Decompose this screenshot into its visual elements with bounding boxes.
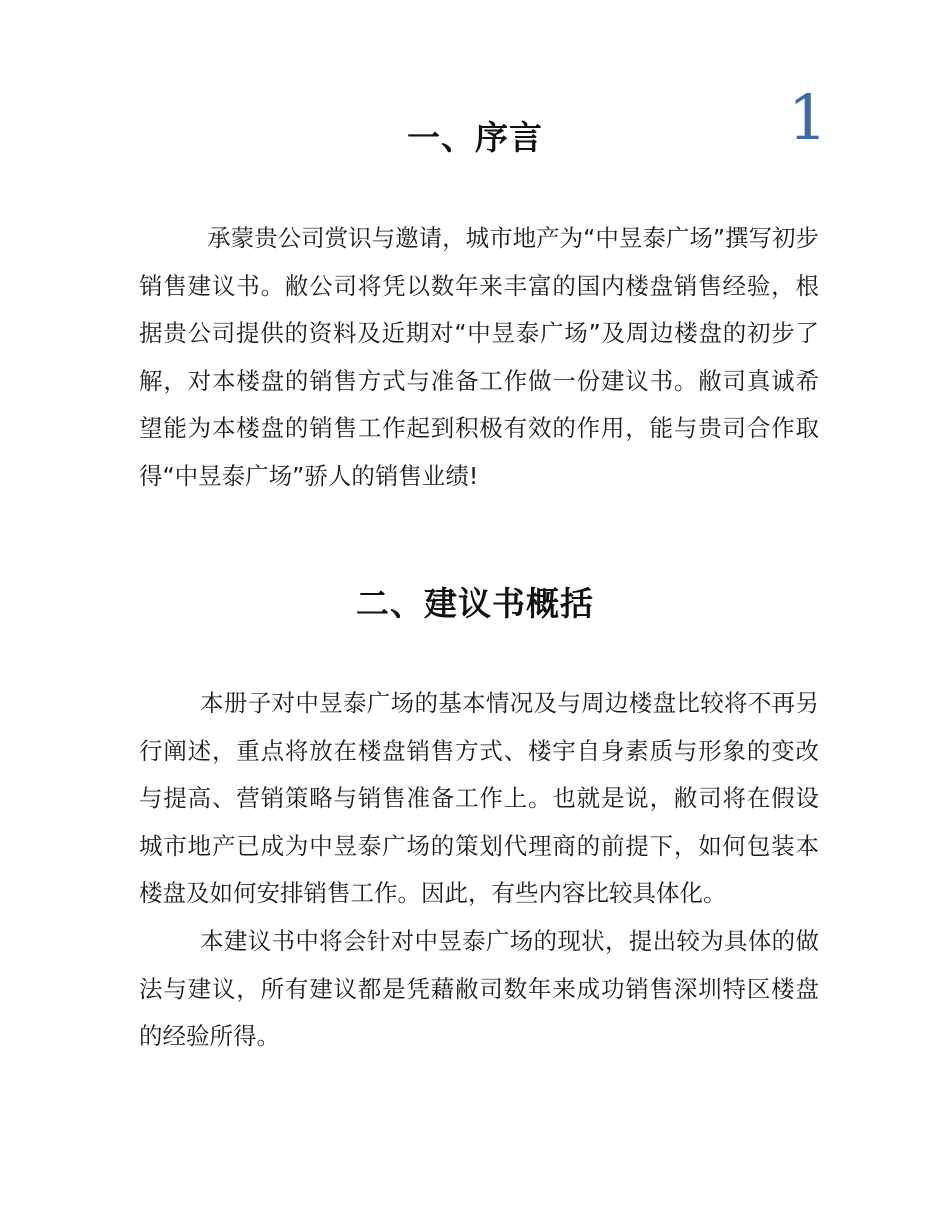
paragraph: 本册子对中昱泰广场的基本情况及与周边楼盘比较将不再另行阐述，重点将放在楼盘销售方式、楼宇自身素质与形象的变改与提高、营销策略与销售准备工作上。也就是说，敝司将在假设城市地产已成为中昱泰广场的策划代理商的前提下，如何包装本楼盘及如何安排销售工作。因此，有些内容比较具体化。 <box>139 689 819 908</box>
section-body-overview <box>139 680 819 1061</box>
section-heading-overview: 二、建议书概括 <box>356 584 594 623</box>
page-number: 1 <box>788 81 828 154</box>
section-heading-preface: 一、序言 <box>407 118 543 157</box>
paragraph: 本建议书中将会针对中昱泰广场的现状，提出较为具体的做法与建议，所有建议都是凭藉敝司数年来成功销售深圳特区楼盘的经验所得。 <box>139 926 819 1051</box>
section-body-preface <box>139 215 819 501</box>
paragraph: 承蒙贵公司赏识与邀请，城市地产为“中昱泰广场”撰写初步销售建议书。敝公司将凭以数年来丰富的国内楼盘销售经验，根据贵公司提供的资料及近期对“中昱泰广场”及周边楼盘的初步了解，对本楼盘的销售方式与准备工作做一份建议书。敝司真诚希望能为本楼盘的销售工作起到积极有效的作用，能与贵司合作取得“中昱泰广场”骄人的销售业绩! <box>139 224 819 490</box>
